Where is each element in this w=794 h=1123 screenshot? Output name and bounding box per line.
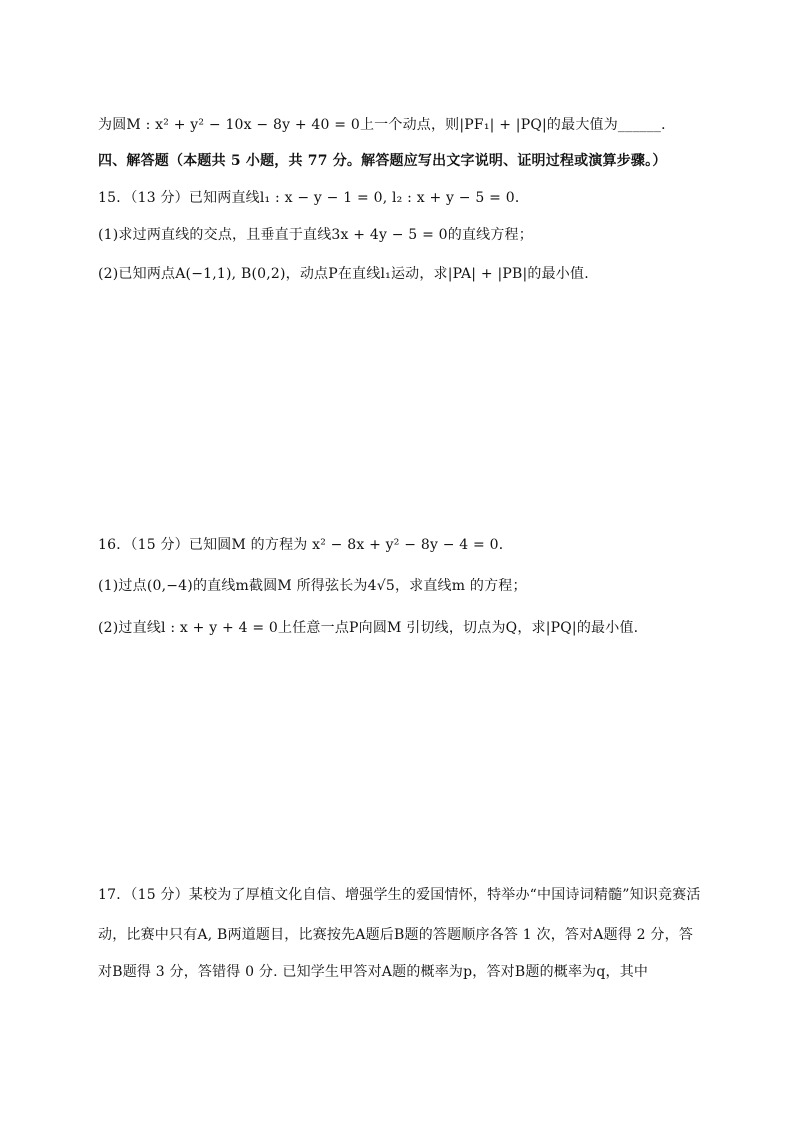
q15-part1: (1)求过两直线的交点，且垂直于直线3x + 4y − 5 = 0的直线方程； <box>98 227 533 243</box>
q15-part2: (2)已知两点A(−1,1), B(0,2)，动点P在直线l₁运动，求|PA| + |PB|的最小值. <box>98 266 589 282</box>
section-heading-answers: 四、解答题（本题共 5 小题，共 77 分。解答题应写出文字说明、证明过程或演算步骤。） <box>98 153 667 169</box>
q16-part1: (1)过点(0,−4)的直线m截圆M 所得弦长为4√5，求直线m 的方程； <box>98 578 527 594</box>
q15-stem: 15．（13 分）已知两直线l₁ : x − y − 1 = 0, l₂ : x + y − 5 = 0． <box>98 190 530 206</box>
q14-tail-line: 为圆M : x² + y² − 10x − 8y + 40 = 0上一个动点，则|PF₁| + |PQ|的最大值为______． <box>98 117 676 133</box>
q17-line3: 对B题得 3 分，答错得 0 分. 已知学生甲答对A题的概率为p，答对B题的概率为q，其中 <box>98 964 649 980</box>
q17-line1: 17．（15 分）某校为了厚植文化自信、增强学生的爱国情怀，特举办“中国诗词精髓”知识竞赛活 <box>98 887 701 903</box>
q16-part2: (2)过直线l : x + y + 4 = 0上任意一点P向圆M 引切线，切点为Q，求|PQ|的最小值. <box>98 620 639 636</box>
q17-line2: 动，比赛中只有A, B两道题目，比赛按先A题后B题的答题顺序各答 1 次，答对A题得 2 分，答 <box>98 927 694 943</box>
q16-stem: 16．（15 分）已知圆M 的方程为 x² − 8x + y² − 8y − 4 = 0． <box>98 537 513 553</box>
